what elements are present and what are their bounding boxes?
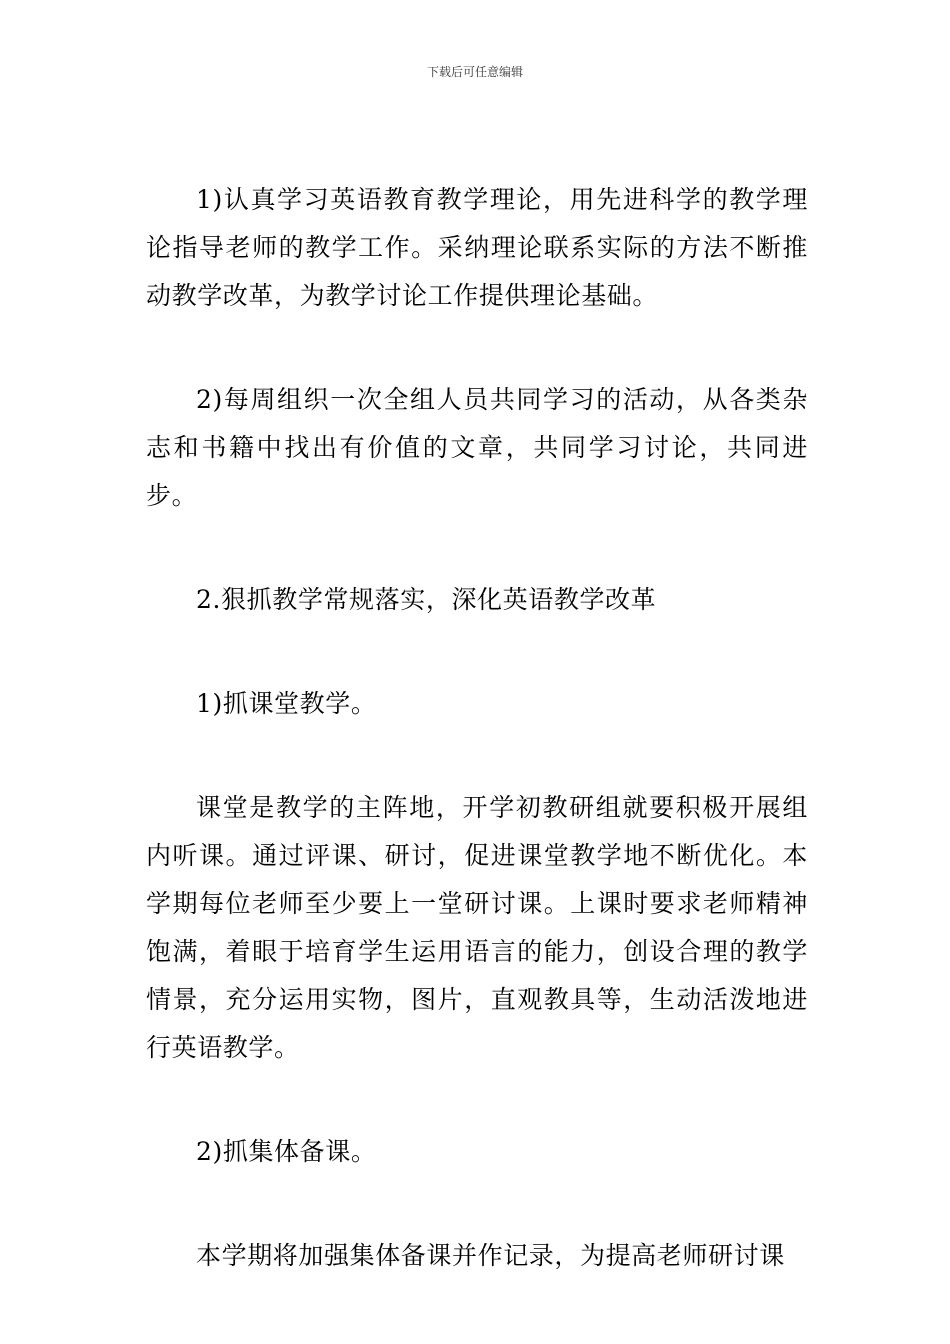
paragraph-study-theory: 1)认真学习英语教育教学理论，用先进科学的教学理论指导老师的教学工作。采纳理论联系实际的方法不断推动教学改革，为教学讨论工作提供理论基础。 [146,185,808,310]
paragraph-gap [146,520,808,576]
paragraph-gap [146,1176,808,1232]
paragraph-gap [146,1072,808,1128]
subheading-classroom-teaching: 1)抓课堂教学。 [196,689,377,718]
page-header-note: 下载后可任意编辑 [426,65,523,79]
paragraph-collective-prep: 本学期将加强集体备课并作记录，为提高老师研讨课 [196,1241,785,1270]
section-heading-teaching-routine: 2.狠抓教学常规落实，深化英语教学改革 [196,585,657,614]
document-body [146,176,808,1280]
paragraph-weekly-study: 2)每周组织一次全组人员共同学习的活动，从各类杂志和书籍中找出有价值的文章，共同学习讨论，共同进步。 [146,385,808,510]
subheading-collective-prep: 2)抓集体备课。 [196,1137,377,1166]
paragraph-gap [146,624,808,680]
paragraph-gap [146,320,808,376]
paragraph-classroom-details: 课堂是教学的主阵地，开学初教研组就要积极开展组内听课。通过评课、研讨，促进课堂教学地不断优化。本学期每位老师至少要上一堂研讨课。上课时要求老师精神饱满，着眼于培育学生运用语言的能力，创设合理的教学情景，充分运用实物，图片，直观教具等，生动活泼地进行英语教学。 [146,793,808,1062]
paragraph-gap [146,728,808,784]
